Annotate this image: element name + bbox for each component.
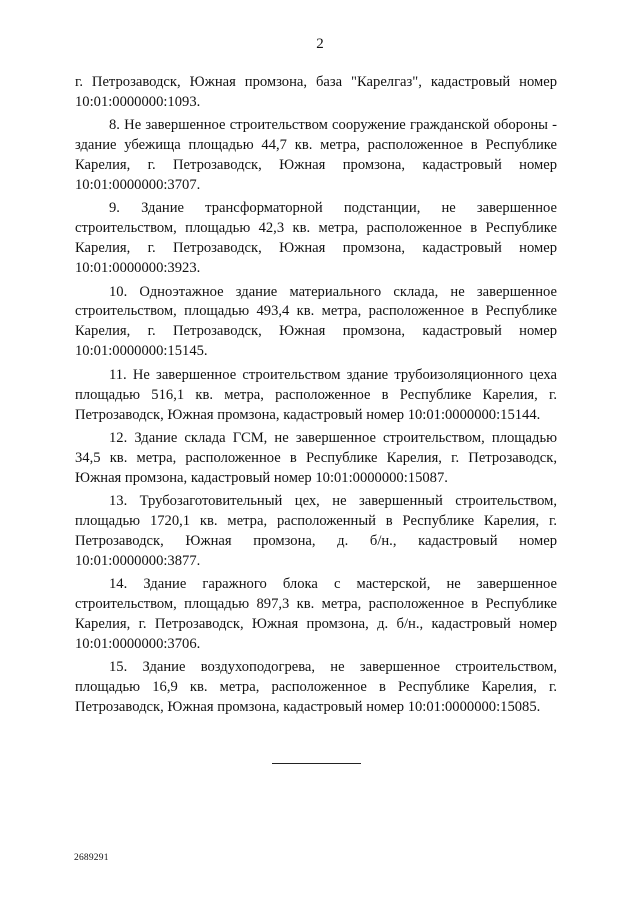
paragraph-item-14: 14. Здание гаражного блока с мастерской, не завершенное строительством, площадью 897,3 кв. метра, расположенное в Республике Карелия, г. Петрозаводск, Южная промзона, д. б/н., кадастровый номер 10:01:0000000:3706.: [75, 576, 557, 652]
paragraph-item-13: 13. Трубозаготовительный цех, не завершенный строительством, площадью 1720,1 кв. метра, расположенный в Республике Карелия, г. Петрозаводск, Южная промзона, д. б/н., кадастровый номер 10:01:0000000:3877.: [75, 493, 557, 569]
paragraph-continuation: г. Петрозаводск, Южная промзона, база "Карелгаз", кадастровый номер 10:01:0000000:1093.: [75, 74, 557, 110]
paragraph-item-11: 11. Не завершенное строительством здание трубоизоляционного цеха площадью 516,1 кв. метра, расположенное в Республике Карелия, г. Петрозаводск, Южная промзона, кадастровый номер 10:01:0000000:15144.: [75, 366, 557, 423]
paragraph-item-10: 10. Одноэтажное здание материального склада, не завершенное строительством, площадью 493,4 кв. метра, расположенное в Республике Карелия, г. Петрозаводск, Южная промзона, кадастровый номер 10:01:0000000:15145.: [75, 283, 557, 360]
paragraph-item-8: 8. Не завершенное строительством сооружение гражданской обороны - здание убежища площадью 44,7 кв. метра, расположенное в Республике Карелия, г. Петрозаводск, Южная промзона, кадастровый номер 10:01:0000000:3707.: [75, 117, 557, 194]
end-separator-line: [272, 763, 361, 764]
paragraph-item-9: 9. Здание трансформаторной подстанции, не завершенное строительством, площадью 42,3 кв. метра, расположенное в Республике Карелия, г. Петрозаводск, Южная промзона, кадастровый номер 10:01:0000000:3923.: [75, 200, 557, 277]
document-code: 2689291: [74, 853, 109, 863]
page-number: 2: [316, 36, 324, 52]
document-body: [75, 73, 557, 722]
paragraph-item-15: 15. Здание воздухоподогрева, не завершенное строительством, площадью 16,9 кв. метра, расположенное в Республике Карелия, г. Петрозаводск, Южная промзона, кадастровый номер 10:01:0000000:15085.: [75, 659, 557, 716]
paragraph-item-12: 12. Здание склада ГСМ, не завершенное строительством, площадью 34,5 кв. метра, расположенное в Республике Карелия, г. Петрозаводск, Южная промзона, кадастровый номер 10:01:0000000:15087.: [75, 429, 557, 486]
